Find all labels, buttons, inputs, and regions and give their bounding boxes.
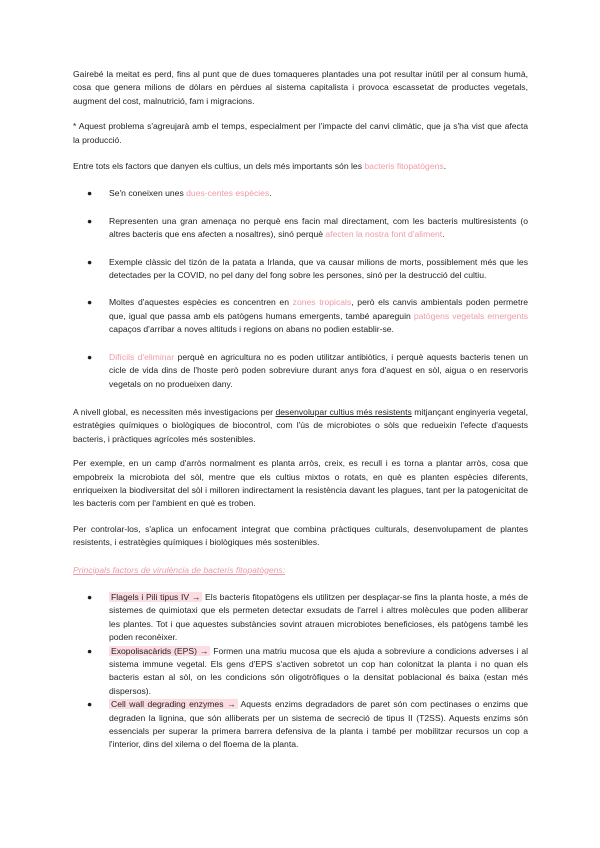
paragraph-control: Per controlar-los, s'aplica un enfocament integrat que combina pràctiques culturals, desenvolupament de plantes resistents, i estratègies químiques i biològiques més sostenibles. bbox=[73, 523, 528, 548]
list-item bbox=[73, 296, 528, 336]
text: perquè en agricultura no es poden utilitzar antibiòtics, i perquè aquests bacteris tenen un cicle de vida dins de l'hoste però poden sobreviure durant anys fora d'aquest en sòl, aigua o en reservoris vegetals on no produeixen dany. bbox=[109, 351, 528, 389]
text: . bbox=[443, 161, 447, 172]
paragraph-rice-example: Per exemple, en un camp d'arròs normalment es planta arròs, creix, es recull i es torna a plantar arròs, cosa que empobreix la microbiota del sòl, mentre que els cultius mixtos o rotats, en què es planten espècies diferents, enriqueixen la biodiversitat del sòl i milloren indirectament la resistència davant les plagues, tant per la patogenicitat de les bacteris com per l'ambient en què es troben. bbox=[73, 458, 528, 509]
highlight-text: zones tropicals bbox=[292, 297, 352, 308]
bullet-icon: ● bbox=[87, 591, 93, 602]
list-item bbox=[73, 215, 528, 242]
bullet-icon: ● bbox=[87, 699, 93, 710]
highlight-text: patògens vegetals emergents bbox=[413, 310, 529, 321]
bullet-list-virulence-factors bbox=[73, 591, 528, 752]
factor-title-highlight bbox=[109, 646, 210, 656]
bullet-list-bacteria-facts bbox=[73, 187, 528, 390]
text: . bbox=[442, 229, 445, 240]
highlight-text: afecten la nostra font d'aliment bbox=[325, 229, 443, 240]
arrow-icon: → bbox=[226, 699, 236, 710]
text: capaços d'arribar a noves altituds i regions on abans no podien establir-se. bbox=[109, 324, 394, 335]
highlight-phytopathogenic-bacteria: bacteris fitopatògens bbox=[364, 161, 444, 172]
document-body bbox=[73, 68, 528, 752]
text: mitjançant enginyeria vegetal, estratègies químiques o biològiques de biocontrol, com l'ús de microbiotes o sòls que redueixin l'efecte d'aquests bacteris, i pràctiques agrícoles més sostenibles. bbox=[73, 406, 528, 444]
text: Exemple clàssic del tizón de la patata a Irlanda, que va causar milions de morts, possiblement més que les detectades per la COVID, no pel dany del fong sobre les persones, sinó per la destrucció del cultiu. bbox=[109, 256, 528, 281]
text: A nivell global, es necessiten més investigacions per bbox=[73, 406, 276, 417]
paragraph-factors bbox=[73, 160, 528, 173]
factor-title: Cell wall degrading enzymes bbox=[111, 699, 224, 710]
factor-title: Flagels i Pili tipus IV bbox=[111, 591, 190, 602]
section-subheading: Principals factors de virulència de bacteris fitopatògens: bbox=[73, 564, 286, 575]
list-item bbox=[73, 698, 528, 752]
arrow-icon: → bbox=[199, 645, 209, 656]
paragraph-global bbox=[73, 406, 528, 446]
bullet-icon: ● bbox=[87, 215, 93, 226]
text: Se'n coneixen unes bbox=[109, 188, 187, 199]
factor-description: Aquests enzims degradadors de paret són com pectinases o enzims que degraden la lignina, que són alliberats per un sistema de secreció de tipus II (T2SS). Aquests enzims són essencials per superar la primera barrera defensiva de la planta i també per mobilitzar recursos un cop a l'interior, dins del xilema o del floema de la planta. bbox=[109, 699, 528, 750]
list-item bbox=[73, 256, 528, 283]
list-item bbox=[73, 645, 528, 699]
text: Moltes d'aquestes espècies es concentren en bbox=[109, 297, 293, 308]
underlined-resistant-crops: desenvolupar cultius més resistents bbox=[275, 406, 412, 417]
list-item bbox=[73, 351, 528, 391]
bullet-icon: ● bbox=[87, 188, 93, 199]
bullet-icon: ● bbox=[87, 297, 93, 308]
factor-title-highlight bbox=[109, 699, 238, 709]
list-item bbox=[73, 187, 528, 200]
factor-description: Els bacteris fitopatògens els utilitzen per desplaçar-se fins la planta hoste, a més de sistemes de quimiotaxi que els permeten detectar exsudats de l'arrel i altres molècules que poden alliberar les plantes. Tot i que aquestes substàncies sovint atrauen microbiotes beneficioses, els patògens també les poden reconèixer. bbox=[109, 591, 528, 643]
paragraph-climate-note: * Aquest problema s'agreujarà amb el temps, especialment per l'impacte del canvi climàtic, que ja s'ha vist que afecta la producció. bbox=[73, 121, 528, 145]
text: . bbox=[269, 188, 272, 199]
factor-title-highlight bbox=[109, 592, 202, 602]
factor-title: Exopolisacàrids (EPS) bbox=[111, 645, 197, 656]
text: Entre tots els factors que danyen els cultius, un dels més importants són les bbox=[73, 161, 365, 172]
text: , però els canvis ambientals poden permetre que, igual que passa amb els patògens humans emergents, també apareguin bbox=[109, 297, 528, 321]
paragraph-losses: Gairebé la meitat es perd, fins al punt que de dues tomaqueres plantades una pot resultar inútil per al consum humà, cosa que genera milions de dòlars en pèrdues al sistema capitalista i provoca escassetat de productes vegetals, augment del cost, malnutrició, fam i migracions. bbox=[73, 69, 528, 106]
factor-description: Formen una matriu mucosa que els ajuda a sobreviure a condicions adverses i al sistema immune vegetal. Els gens d'EPS s'activen sobretot un cop han colonitzat la planta i no quan els bacteris estan al sòl, on les condicions són oligotròfiques o la densitat poblacional és baixa (estan més dispersos). bbox=[109, 645, 529, 696]
arrow-icon: → bbox=[191, 591, 201, 602]
bullet-icon: ● bbox=[87, 645, 93, 656]
highlight-text: Difícils d'eliminar bbox=[109, 351, 175, 362]
text: Representen una gran amenaça no perquè ens facin mal directament, com les bacteris multiresistents (o altres bacteris que ens afecten a nosaltres), sinó perquè bbox=[109, 215, 528, 240]
bullet-icon: ● bbox=[87, 256, 93, 267]
bullet-icon: ● bbox=[87, 351, 93, 362]
highlight-text: dues-centes espècies bbox=[186, 188, 270, 199]
list-item bbox=[73, 591, 528, 645]
